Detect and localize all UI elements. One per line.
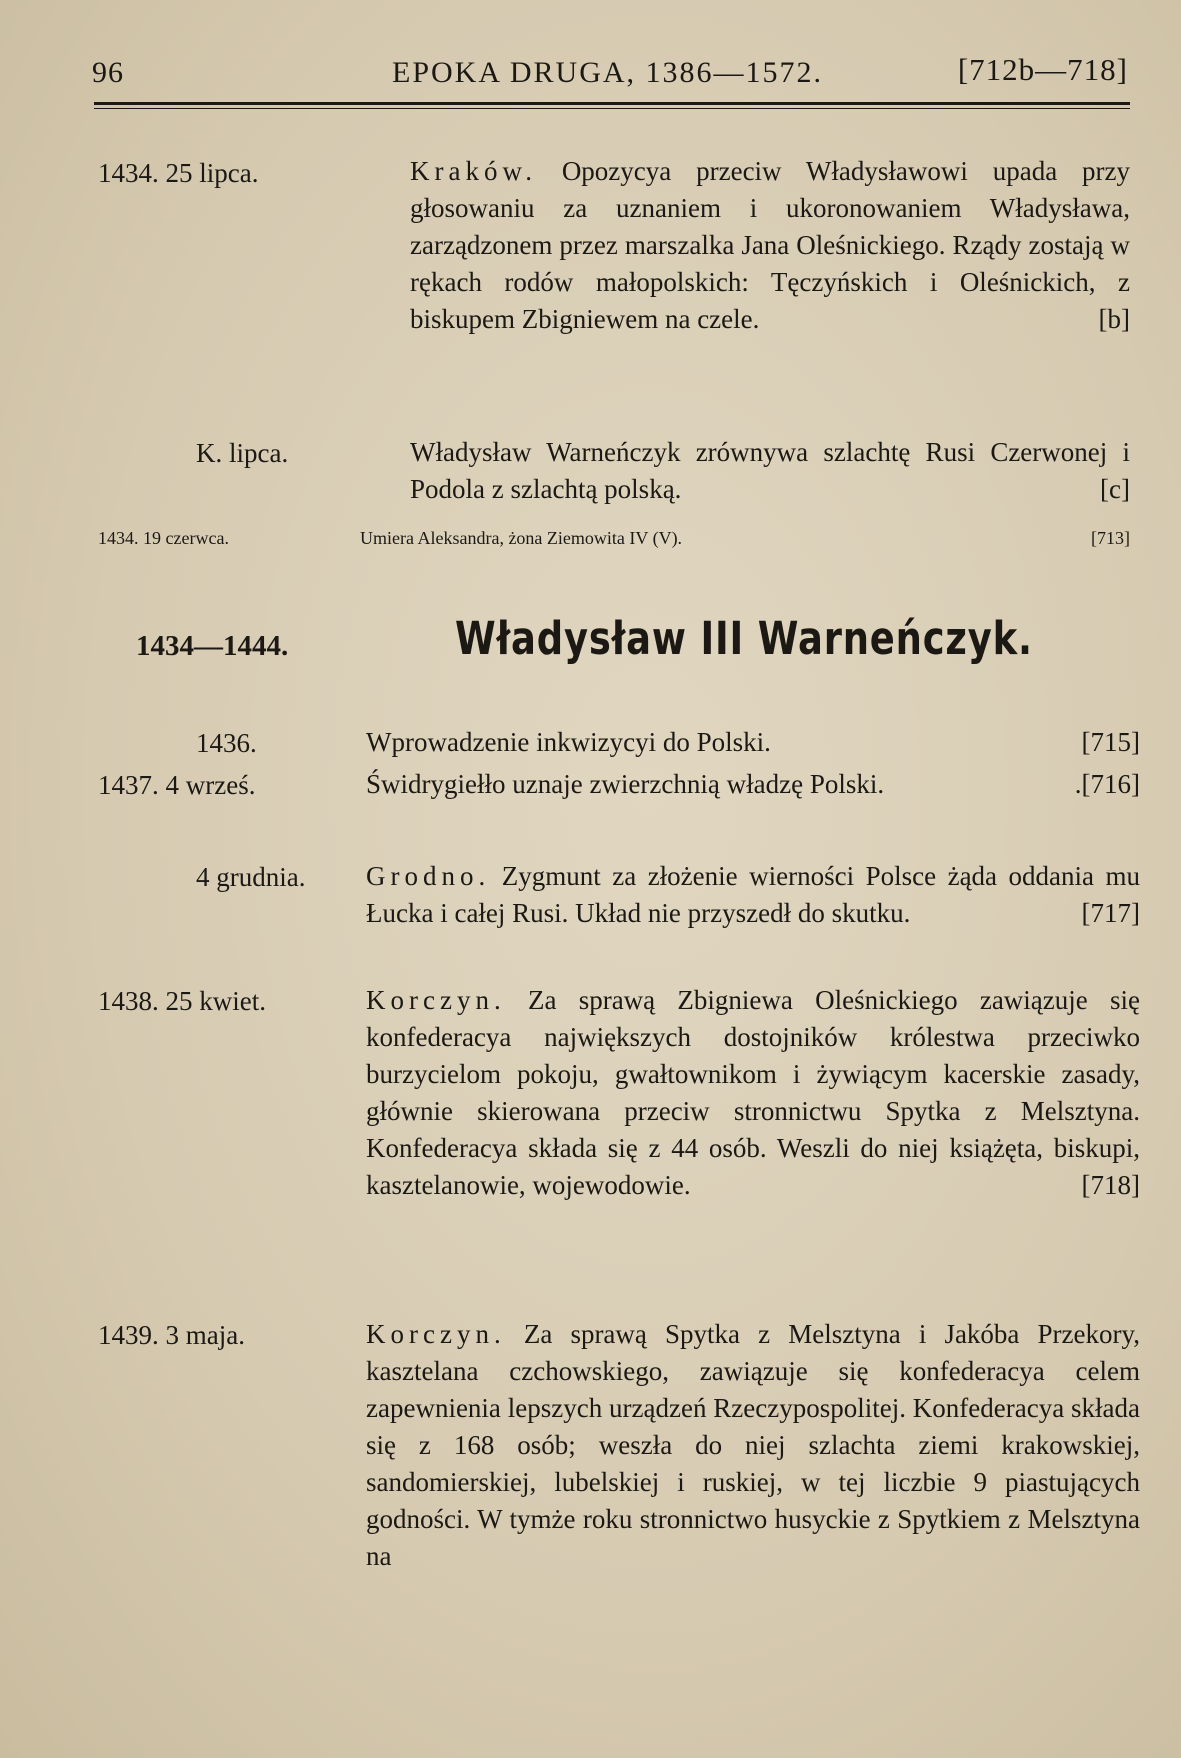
header-rule (94, 102, 1130, 109)
page-number: 96 (92, 56, 124, 89)
entry-date: K. lipca. (196, 438, 289, 468)
entry-range: [712b—718] (957, 52, 1128, 87)
entry-body: Władysław Warneńczyk zrównywa szlachtę Rusi Czerwonej i Podola z szlachtą polską. (410, 437, 1130, 504)
entry-body: Za sprawą Zbigniewa Oleśnickiego zawiązuje się konfederacya największych dostojników królestwa przeciwko burzycielom pokoju, gwałtownikom i żywiącym kacerskie zasady, głównie skierowana przeciw stronnictwu Spytka z Melsztyna. Konfederacya składa się z 44 osób. Weszli do niej książęta, biskupi, kasztelanowie, wojewodowie. (366, 985, 1140, 1200)
entry-place: Korczyn. (366, 985, 506, 1015)
entry-text (410, 153, 1130, 338)
entry-text (366, 724, 1140, 761)
entry-ref: .[716] (1074, 769, 1140, 799)
entry-body: Opozycya przeciw Władysławowi upada przy głosowaniu za uznaniem i ukoronowaniem Władysława, zarządzonem przez marszalka Jana Oleśnickiego. Rządy zostają w rękach rodów małopolskich: Tęczyńskich i Oleśnickich, z biskupem Zbigniewem na czele. (410, 156, 1130, 334)
entry-date: 1439. 3 maja. (98, 1320, 245, 1350)
entry-body: Zygmunt za złożenie wierności Polsce żąda oddania mu Łucka i całej Rusi. Układ nie przyszedł do skutku. (366, 861, 1140, 928)
entry-body: Za sprawą Spytka z Melsztyna i Jakóba Przekory, kasztelana czchowskiego, zawiązuje się konfederacya celem zapewnienia lepszych urządzeń Rzeczypospolitej. Konfederacya składa się z 168 osób; weszła do niej szlachta ziemi krakowskiej, sandomierskiej, lubelskiej i ruskiej, w tej liczbie 9 piastujących godności. W tymże roku stronnictwo husyckie z Spytkiem z Melsztyna na (366, 1319, 1140, 1571)
entry-date: 1436. (196, 728, 257, 758)
reign-dates: 1434—1444. (136, 630, 289, 662)
running-title: EPOKA DRUGA, 1386—1572. (392, 56, 824, 89)
entry-text (366, 1316, 1140, 1575)
entry-text (366, 766, 1140, 803)
entry-date: 1434. 19 czerwca. (98, 528, 229, 548)
entry-body: Wprowadzenie inkwizycyi do Polski. (366, 727, 771, 757)
entry-date: 1438. 25 kwiet. (98, 986, 266, 1016)
entry-ref: [715] (1081, 727, 1140, 757)
entry-body: Umiera Aleksandra, żona Ziemowita IV (V). (360, 528, 683, 548)
entry-ref: [c] (1100, 474, 1130, 504)
entry-ref: [713] (1091, 528, 1130, 548)
reign-title: Władysław III Warneńczyk. (455, 612, 1033, 665)
entry-date: 4 grudnia. (196, 862, 306, 892)
running-header (92, 48, 1132, 98)
entry-date: 1437. 4 wrześ. (98, 770, 256, 800)
entry-place: Grodno. (366, 861, 491, 891)
entry-ref: [718] (1081, 1170, 1140, 1200)
entry-text (410, 434, 1130, 508)
entry-text (366, 982, 1140, 1204)
entry-ref: [717] (1081, 898, 1140, 928)
entry-text (360, 526, 1130, 550)
entry-body: Świdrygiełło uznaje zwierzchnią władzę Polski. (366, 769, 885, 799)
entry-place: Korczyn. (366, 1319, 506, 1349)
entry-place: Kraków. (410, 156, 537, 186)
entry-ref: [b] (1098, 304, 1130, 334)
entry-date: 1434. 25 lipca. (98, 158, 259, 188)
entry-text (366, 858, 1140, 932)
